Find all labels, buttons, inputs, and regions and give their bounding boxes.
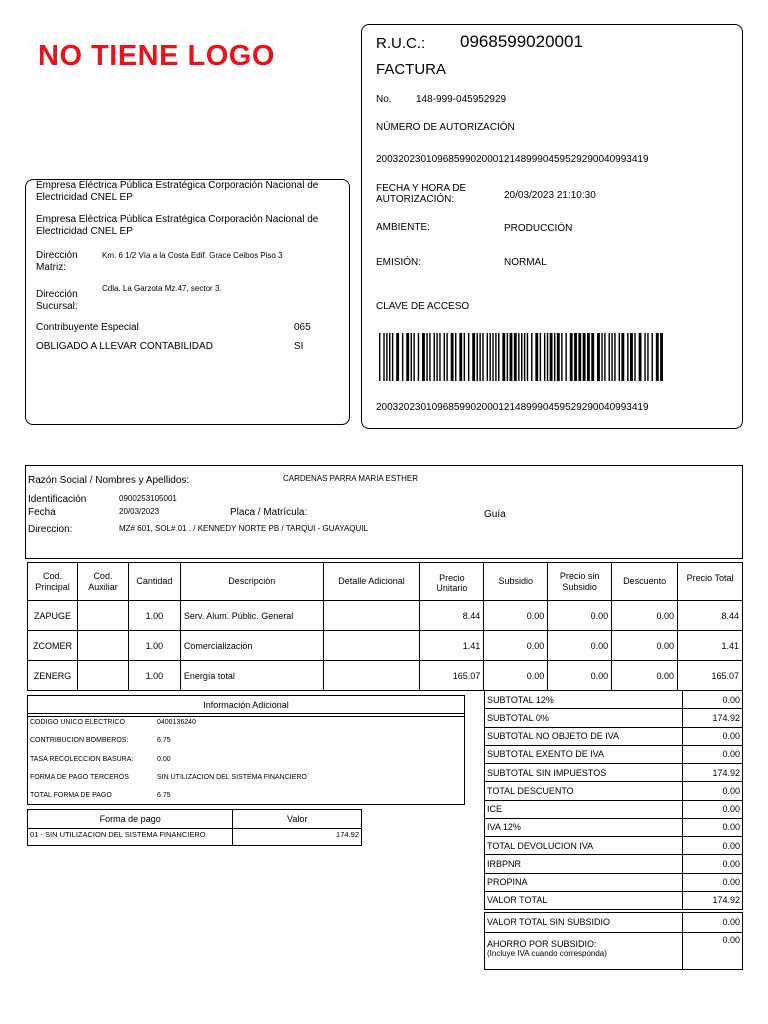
total-value: 174.92 xyxy=(683,764,743,782)
accounting-label: OBLIGADO A LLEVAR CONTABILIDAD xyxy=(36,341,213,352)
col-main-code: Cod. Principal xyxy=(28,563,78,601)
barcode-bar xyxy=(482,333,483,381)
barcode-bar xyxy=(507,333,508,381)
items-header-row xyxy=(28,563,743,601)
table-row xyxy=(485,873,743,891)
guide-label: Guía xyxy=(484,509,506,520)
items-table xyxy=(27,562,743,691)
barcode-bar xyxy=(660,333,663,381)
barcode-bar xyxy=(455,333,456,381)
totals-table xyxy=(484,690,743,910)
emission-label: EMISIÓN: xyxy=(376,257,422,268)
subsidy-savings-value: 0.00 xyxy=(683,933,743,970)
total-label: ICE xyxy=(485,800,683,818)
barcode-bar xyxy=(429,333,430,381)
barcode-bar xyxy=(540,333,541,381)
item-main-code: ZAPUGE xyxy=(28,601,78,631)
branch-label-1: Dirección xyxy=(36,289,78,300)
head-office-address: Km. 6 1/2 Vía a la Costa Edif. Grace Ceibos Piso 3 xyxy=(102,251,283,260)
barcode-bar xyxy=(487,333,488,381)
barcode-bar xyxy=(518,333,519,381)
table-row xyxy=(485,800,743,818)
subsidy-table xyxy=(484,912,743,970)
barcode-bar xyxy=(521,333,522,381)
barcode-bar xyxy=(444,333,445,381)
client-name-label: Razón Social / Nombres y Apellidos: xyxy=(28,475,190,486)
invoice-number-value: 148-999-045952929 xyxy=(416,94,507,105)
item-discount: 0.00 xyxy=(612,661,678,691)
table-row xyxy=(28,601,743,631)
barcode-bar xyxy=(422,333,425,381)
barcode-bar xyxy=(418,333,419,381)
barcode-bar xyxy=(392,333,393,381)
col-unit-price: Precio Unitario xyxy=(420,563,484,601)
total-value: 0.00 xyxy=(683,691,743,709)
barcode-bar xyxy=(459,333,462,381)
barcode-bar xyxy=(477,333,478,381)
barcode-bar xyxy=(386,333,387,381)
barcode-bar xyxy=(446,333,447,381)
barcode-bar xyxy=(402,333,403,381)
head-office-label-1: Dirección xyxy=(36,250,78,261)
col-total-price: Precio Total xyxy=(678,563,743,601)
barcode-bar xyxy=(464,333,465,381)
client-id-value: 0900253105001 xyxy=(119,494,177,503)
total-value: 0.00 xyxy=(683,855,743,873)
item-additional-detail xyxy=(323,661,420,691)
access-key-value: 2003202301096859902000121489990459529290040993419 xyxy=(376,402,649,413)
barcode-bar xyxy=(411,333,412,381)
item-additional-detail xyxy=(323,601,420,631)
total-value: 0.00 xyxy=(683,818,743,836)
barcode-bar xyxy=(639,333,642,381)
info-value: 0.00 xyxy=(157,756,171,763)
emission-value: NORMAL xyxy=(504,257,547,268)
total-label: SUBTOTAL 12% xyxy=(485,691,683,709)
barcode-bar xyxy=(621,333,624,381)
barcode-bar xyxy=(406,333,409,381)
col-description: Descripción xyxy=(180,563,323,601)
barcode-bar xyxy=(535,333,538,381)
info-label: FORMA DE PAGO TERCEROS xyxy=(30,774,129,781)
item-aux-code xyxy=(77,601,128,631)
table-row xyxy=(28,829,362,846)
item-main-code: ZCOMER xyxy=(28,631,78,661)
total-label: SUBTOTAL 0% xyxy=(485,709,683,727)
ruc-value: 0968599020001 xyxy=(460,32,583,51)
barcode-bar xyxy=(570,333,573,381)
barcode-bar xyxy=(413,333,414,381)
total-label: VALOR TOTAL xyxy=(485,891,683,909)
barcode-bar xyxy=(611,333,612,381)
total-value: 0.00 xyxy=(683,727,743,745)
info-value: 0400136240 xyxy=(157,719,196,726)
environment-label: AMBIENTE: xyxy=(376,222,430,233)
table-row xyxy=(485,727,743,745)
payment-value-header: Valor xyxy=(233,810,362,829)
barcode-bar xyxy=(619,333,620,381)
total-label: IRBPNR xyxy=(485,855,683,873)
item-aux-code xyxy=(77,631,128,661)
client-id-label: Identificación xyxy=(28,494,87,505)
barcode-bar xyxy=(492,333,493,381)
table-row xyxy=(485,933,743,970)
barcode-bar xyxy=(583,333,586,381)
issuer-box xyxy=(25,179,350,425)
total-value: 0.00 xyxy=(683,745,743,763)
authorization-date-value: 20/03/2023 21:10:30 xyxy=(504,190,596,201)
info-value: 6.75 xyxy=(157,737,171,744)
client-name-value: CARDENAS PARRA MARIA ESTHER xyxy=(283,474,418,483)
item-discount: 0.00 xyxy=(612,601,678,631)
item-total-price: 8.44 xyxy=(678,601,743,631)
subsidy-savings-label: AHORRO POR SUBSIDIO: xyxy=(487,939,597,949)
barcode-bar xyxy=(550,333,553,381)
barcode-bar xyxy=(634,333,635,381)
barcode-bar xyxy=(495,333,496,381)
table-row xyxy=(485,764,743,782)
total-label: PROPINA xyxy=(485,873,683,891)
item-discount: 0.00 xyxy=(612,631,678,661)
table-row xyxy=(28,631,743,661)
barcode-bar xyxy=(489,333,490,381)
item-quantity: 1.00 xyxy=(128,661,180,691)
item-subsidy: 0.00 xyxy=(484,661,548,691)
item-description: Comercialización xyxy=(180,631,323,661)
barcode-bar xyxy=(644,333,645,381)
total-value: 0.00 xyxy=(683,800,743,818)
total-value: 0.00 xyxy=(683,837,743,855)
item-aux-code xyxy=(77,661,128,691)
barcode-bar xyxy=(561,333,562,381)
total-value: 174.92 xyxy=(683,891,743,909)
barcode-bar xyxy=(608,333,609,381)
issuer-legal-name: Empresa Eléctrica Pública Estratégica Corporación Nacional de Electricidad CNEL EP xyxy=(36,180,319,203)
table-row xyxy=(485,837,743,855)
additional-info-title: Información Adicional xyxy=(28,696,464,714)
payment-table xyxy=(27,809,362,846)
info-label: CONTRIBUCION BOMBEROS: xyxy=(30,737,129,744)
head-office-label-2: Matriz: xyxy=(36,262,66,273)
barcode-bar xyxy=(565,333,566,381)
barcode-bar xyxy=(614,333,615,381)
branch-address: Cdla. La Garzota Mz.47, sector 3. xyxy=(102,284,222,293)
no-logo-text: NO TIENE LOGO xyxy=(38,40,275,72)
client-address-label: Direccion: xyxy=(28,524,73,535)
item-price-without-subsidy: 0.00 xyxy=(548,661,612,691)
barcode-bar xyxy=(479,333,480,381)
environment-value: PRODUCCIÓN xyxy=(504,223,573,234)
authorization-value: 2003202301096859902000121489990459529290040993419 xyxy=(376,154,649,165)
barcode-bar xyxy=(383,333,384,381)
authorization-date-label-2: AUTORIZACIÓN: xyxy=(376,194,455,205)
barcode-bar xyxy=(652,333,653,381)
barcode-bar xyxy=(627,333,628,381)
item-price-without-subsidy: 0.00 xyxy=(548,601,612,631)
subsidy-savings-note: (Incluye IVA cuando corresponda) xyxy=(487,948,607,958)
payment-header-row xyxy=(28,810,362,829)
total-label: SUBTOTAL SIN IMPUESTOS xyxy=(485,764,683,782)
value-without-subsidy-label: VALOR TOTAL SIN SUBSIDIO xyxy=(485,913,683,933)
access-key-label: CLAVE DE ACCESO xyxy=(376,301,470,312)
col-price-without-subsidy: Precio sin Subsidio xyxy=(548,563,612,601)
barcode-bar xyxy=(587,333,590,381)
special-taxpayer-value: 065 xyxy=(294,322,311,333)
barcode-bar xyxy=(514,333,517,381)
barcode-bar xyxy=(389,333,390,381)
barcode-bar xyxy=(451,333,454,381)
item-additional-detail xyxy=(323,631,420,661)
total-label: IVA 12% xyxy=(485,818,683,836)
item-main-code: ZENERG xyxy=(28,661,78,691)
authorization-label: NÚMERO DE AUTORIZACIÓN xyxy=(376,122,515,133)
item-unit-price: 1.41 xyxy=(420,631,484,661)
barcode-bar xyxy=(604,333,605,381)
table-row xyxy=(485,855,743,873)
barcode-bar xyxy=(498,333,499,381)
barcode-bar xyxy=(574,333,577,381)
additional-info-box xyxy=(27,695,465,805)
authorization-date-label-1: FECHA Y HORA DE xyxy=(376,183,467,194)
info-label: TOTAL FORMA DE PAGO xyxy=(30,792,112,799)
barcode-bar xyxy=(524,333,525,381)
table-row xyxy=(485,745,743,763)
table-row xyxy=(28,661,743,691)
info-value: 6.75 xyxy=(157,792,171,799)
item-total-price: 1.41 xyxy=(678,631,743,661)
item-subsidy: 0.00 xyxy=(484,601,548,631)
barcode-bar xyxy=(647,333,648,381)
barcode-bar xyxy=(630,333,633,381)
item-quantity: 1.00 xyxy=(128,631,180,661)
barcode-bar xyxy=(597,333,600,381)
barcode-bar xyxy=(426,333,427,381)
payment-method-header: Forma de pago xyxy=(28,810,233,829)
info-value: SIN UTILIZACION DEL SISTEMA FINANCIERO xyxy=(157,774,307,781)
total-label: SUBTOTAL EXENTO DE IVA xyxy=(485,745,683,763)
total-value: 0.00 xyxy=(683,873,743,891)
barcode-bar xyxy=(601,333,602,381)
col-subsidy: Subsidio xyxy=(484,563,548,601)
item-quantity: 1.00 xyxy=(128,601,180,631)
barcode-bar xyxy=(468,333,469,381)
col-aux-code: Cod. Auxiliar xyxy=(77,563,128,601)
item-description: Energía total xyxy=(180,661,323,691)
barcode-bar xyxy=(379,333,380,381)
barcode-bar xyxy=(591,333,594,381)
col-additional-detail: Detalle Adicional xyxy=(323,563,420,601)
payment-value: 174.92 xyxy=(233,829,362,846)
item-total-price: 165.07 xyxy=(678,661,743,691)
accounting-value: SI xyxy=(294,341,304,352)
client-date-value: 20/03/2023 xyxy=(119,507,160,516)
info-label: CODIGO UNICO ELECTRICO xyxy=(30,719,125,726)
branch-label-2: Sucursal: xyxy=(36,301,78,312)
value-without-subsidy-value: 0.00 xyxy=(683,913,743,933)
total-label: TOTAL DESCUENTO xyxy=(485,782,683,800)
barcode-bar xyxy=(396,333,399,381)
client-address-value: MZ# 601, SOL# 01 . / KENNEDY NORTE PB / TARQUI - GUAYAQUIL xyxy=(119,524,368,533)
invoice-number-label: No. xyxy=(376,94,392,105)
barcode-bar xyxy=(502,333,505,381)
table-row xyxy=(485,691,743,709)
table-row xyxy=(485,891,743,909)
barcode-bar xyxy=(510,333,513,381)
table-row xyxy=(485,709,743,727)
item-subsidy: 0.00 xyxy=(484,631,548,661)
total-label: SUBTOTAL NO OBJETO DE IVA xyxy=(485,727,683,745)
barcode-bar xyxy=(527,333,528,381)
total-label: TOTAL DEVOLUCION IVA xyxy=(485,837,683,855)
barcode-bar xyxy=(434,333,435,381)
item-unit-price: 8.44 xyxy=(420,601,484,631)
table-row xyxy=(485,782,743,800)
payment-method: 01 - SIN UTILIZACION DEL SISTEMA FINANCIERO xyxy=(28,829,233,846)
barcode-bar xyxy=(436,333,437,381)
divider xyxy=(28,716,464,717)
barcode-bar xyxy=(557,333,560,381)
barcode-bar xyxy=(531,333,532,381)
col-discount: Descuento xyxy=(612,563,678,601)
item-unit-price: 165.07 xyxy=(420,661,484,691)
item-description: Serv. Alum. Públic. General xyxy=(180,601,323,631)
table-row xyxy=(485,913,743,933)
invoice-header-box xyxy=(361,24,743,429)
table-row xyxy=(485,818,743,836)
total-value: 0.00 xyxy=(683,782,743,800)
access-key-barcode xyxy=(379,333,663,381)
info-label: TASA RECOLECCION BASURA: xyxy=(30,756,134,763)
plate-label: Placa / Matrícula: xyxy=(230,507,308,518)
barcode-bar xyxy=(578,333,581,381)
barcode-bar xyxy=(554,333,555,381)
barcode-bar xyxy=(439,333,440,381)
item-price-without-subsidy: 0.00 xyxy=(548,631,612,661)
special-taxpayer-label: Contribuyente Especial xyxy=(36,322,139,333)
barcode-bar xyxy=(656,333,659,381)
col-quantity: Cantidad xyxy=(128,563,180,601)
document-type: FACTURA xyxy=(376,61,447,78)
client-box xyxy=(25,465,743,559)
barcode-bar xyxy=(472,333,475,381)
barcode-bar xyxy=(544,333,545,381)
issuer-trade-name: Empresa Eléctrica Pública Estratégica Corporación Nacional de Electricidad CNEL EP xyxy=(36,214,319,237)
total-value: 174.92 xyxy=(683,709,743,727)
barcode-bar xyxy=(547,333,548,381)
ruc-label: R.U.C.: xyxy=(376,35,426,52)
client-date-label: Fecha xyxy=(28,507,56,518)
